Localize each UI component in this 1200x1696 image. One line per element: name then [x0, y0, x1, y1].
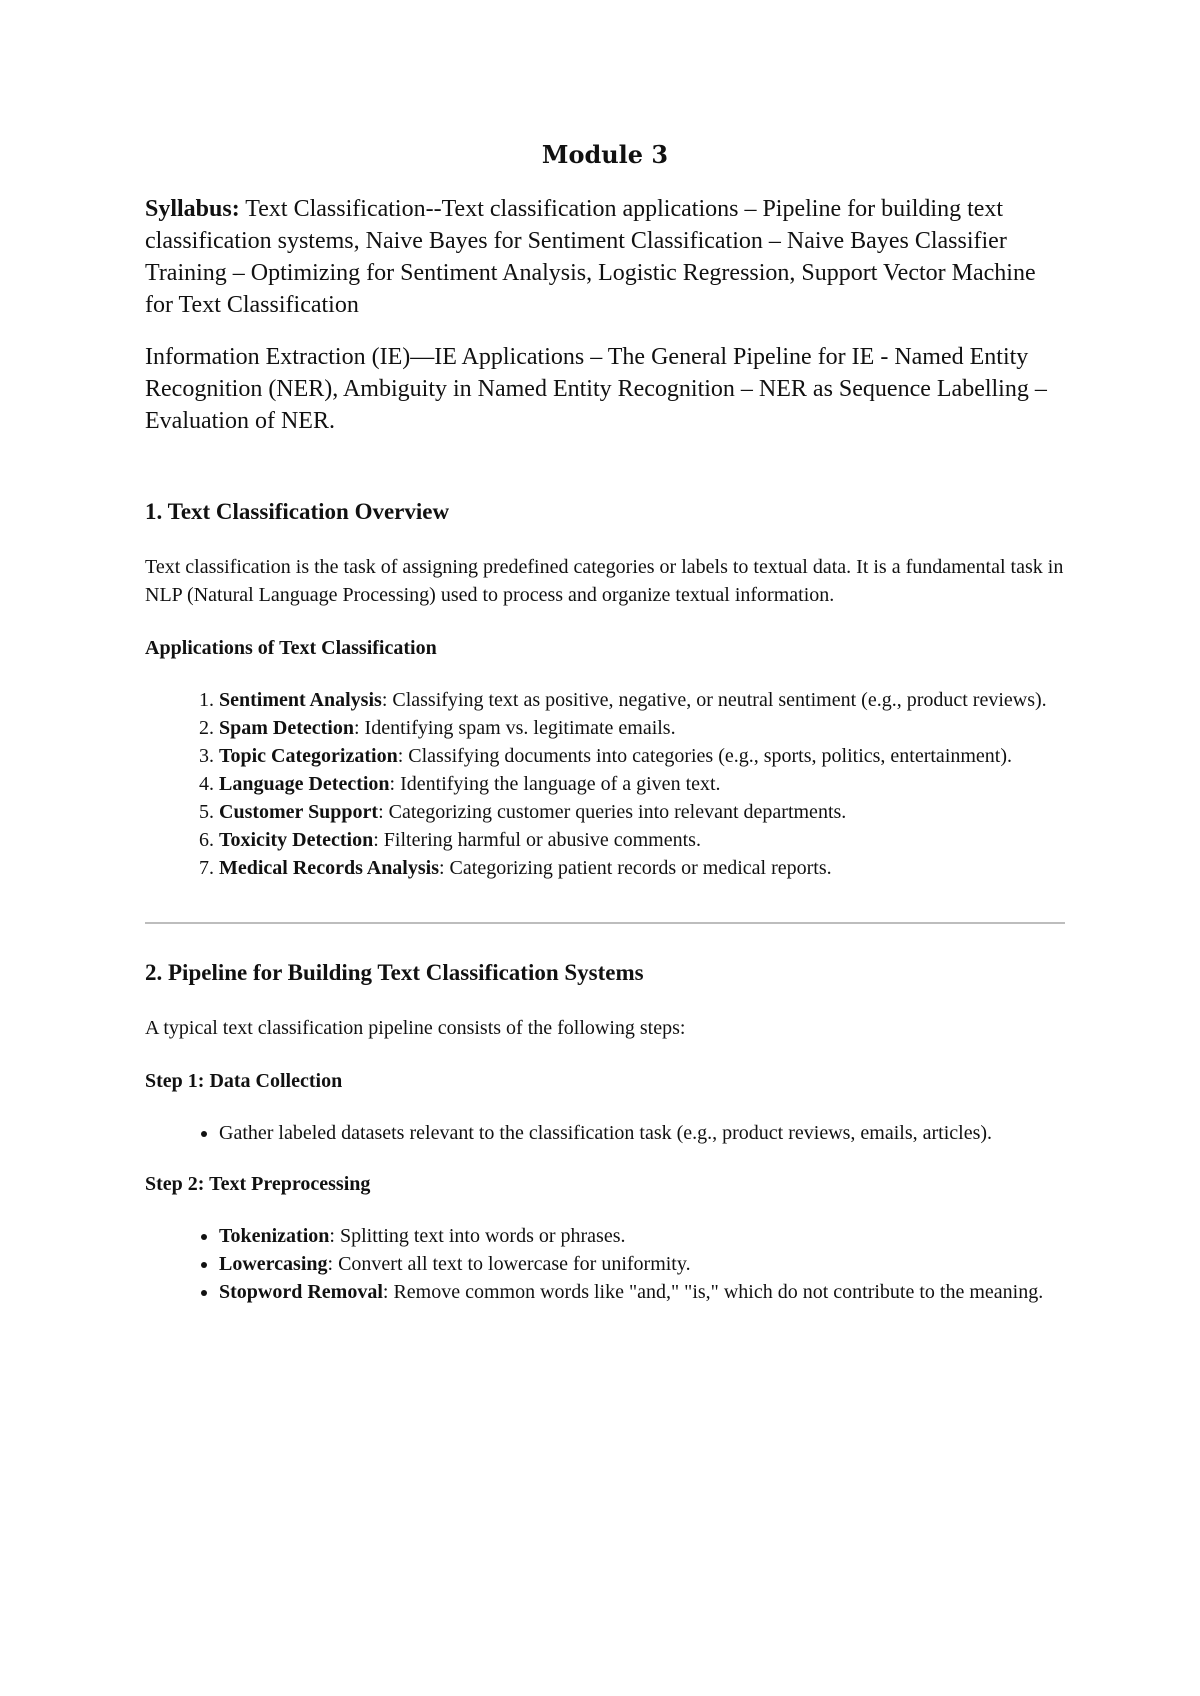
list-item — [219, 1222, 1065, 1250]
app-desc: : Filtering harmful or abusive comments. — [373, 829, 701, 851]
step1-list — [145, 1119, 1065, 1147]
app-term: Sentiment Analysis — [219, 689, 382, 711]
section2-heading: 2. Pipeline for Building Text Classification Systems — [145, 960, 644, 985]
list-item — [219, 686, 1065, 714]
list-item — [219, 1250, 1065, 1278]
list-item — [219, 714, 1065, 742]
section-divider — [145, 922, 1065, 924]
syllabus-label: Syllabus: — [145, 196, 240, 222]
step-desc: : Splitting text into words or phrases. — [329, 1225, 626, 1247]
ie-syllabus-paragraph: Information Extraction (IE)—IE Applications – The General Pipeline for IE - Named Entity Recognition (NER), Ambiguity in Named Entity Recognition – NER as Sequence Labelling – Evaluation of NER. — [145, 344, 1047, 434]
step2-list — [145, 1222, 1065, 1306]
list-item — [219, 854, 1065, 882]
list-item — [219, 742, 1065, 770]
list-item — [219, 826, 1065, 854]
list-item — [219, 798, 1065, 826]
syllabus-text: Text Classification--Text classification applications – Pipeline for building text classification systems, Naive Bayes for Sentiment Classification – Naive Bayes Classifier Training – Optimizing for Sentiment Analysis, Logistic Regression, Support Vector Machine for Text Classification — [145, 196, 1036, 318]
app-term: Toxicity Detection — [219, 829, 374, 851]
app-term: Topic Categorization — [219, 745, 398, 767]
section2-intro: A typical text classification pipeline consists of the following steps: — [145, 1017, 686, 1039]
applications-list — [145, 686, 1065, 882]
app-term: Medical Records Analysis — [219, 857, 439, 879]
section1-heading: 1. Text Classification Overview — [145, 499, 450, 524]
module-title: Module 3 — [541, 140, 669, 169]
app-desc: : Identifying spam vs. legitimate emails. — [353, 717, 676, 739]
step-desc: : Remove common words like "and," "is," which do not contribute to the meaning. — [382, 1281, 1044, 1303]
app-desc: : Classifying text as positive, negative, or neutral sentiment (e.g., product reviews). — [381, 689, 1047, 711]
step-term: Lowercasing — [219, 1253, 328, 1275]
step-term: Tokenization — [219, 1225, 330, 1247]
step-term: Stopword Removal — [219, 1281, 383, 1303]
document-page — [145, 140, 1065, 1332]
app-desc: : Categorizing patient records or medical reports. — [439, 857, 832, 879]
step1-heading: Step 1: Data Collection — [145, 1070, 343, 1092]
step-desc: : Convert all text to lowercase for uniformity. — [327, 1253, 691, 1275]
syllabus-paragraph — [145, 193, 1065, 321]
app-term: Spam Detection — [219, 717, 354, 739]
app-desc: : Categorizing customer queries into relevant departments. — [378, 801, 847, 823]
applications-heading: Applications of Text Classification — [145, 637, 437, 659]
section1-intro: Text classification is the task of assigning predefined categories or labels to textual data. It is a fundamental task in NLP (Natural Language Processing) used to process and organize textual information. — [145, 556, 1064, 606]
app-desc: : Identifying the language of a given text. — [389, 773, 721, 795]
list-item: • Gather labeled datasets relevant to the classification task (e.g., product reviews, emails, articles). — [219, 1119, 1065, 1147]
app-term: Language Detection — [219, 773, 390, 795]
list-item — [219, 770, 1065, 798]
app-desc: : Classifying documents into categories (e.g., sports, politics, entertainment). — [397, 745, 1013, 767]
app-term: Customer Support — [219, 801, 379, 823]
step2-heading: Step 2: Text Preprocessing — [145, 1173, 371, 1195]
list-item — [219, 1278, 1065, 1306]
